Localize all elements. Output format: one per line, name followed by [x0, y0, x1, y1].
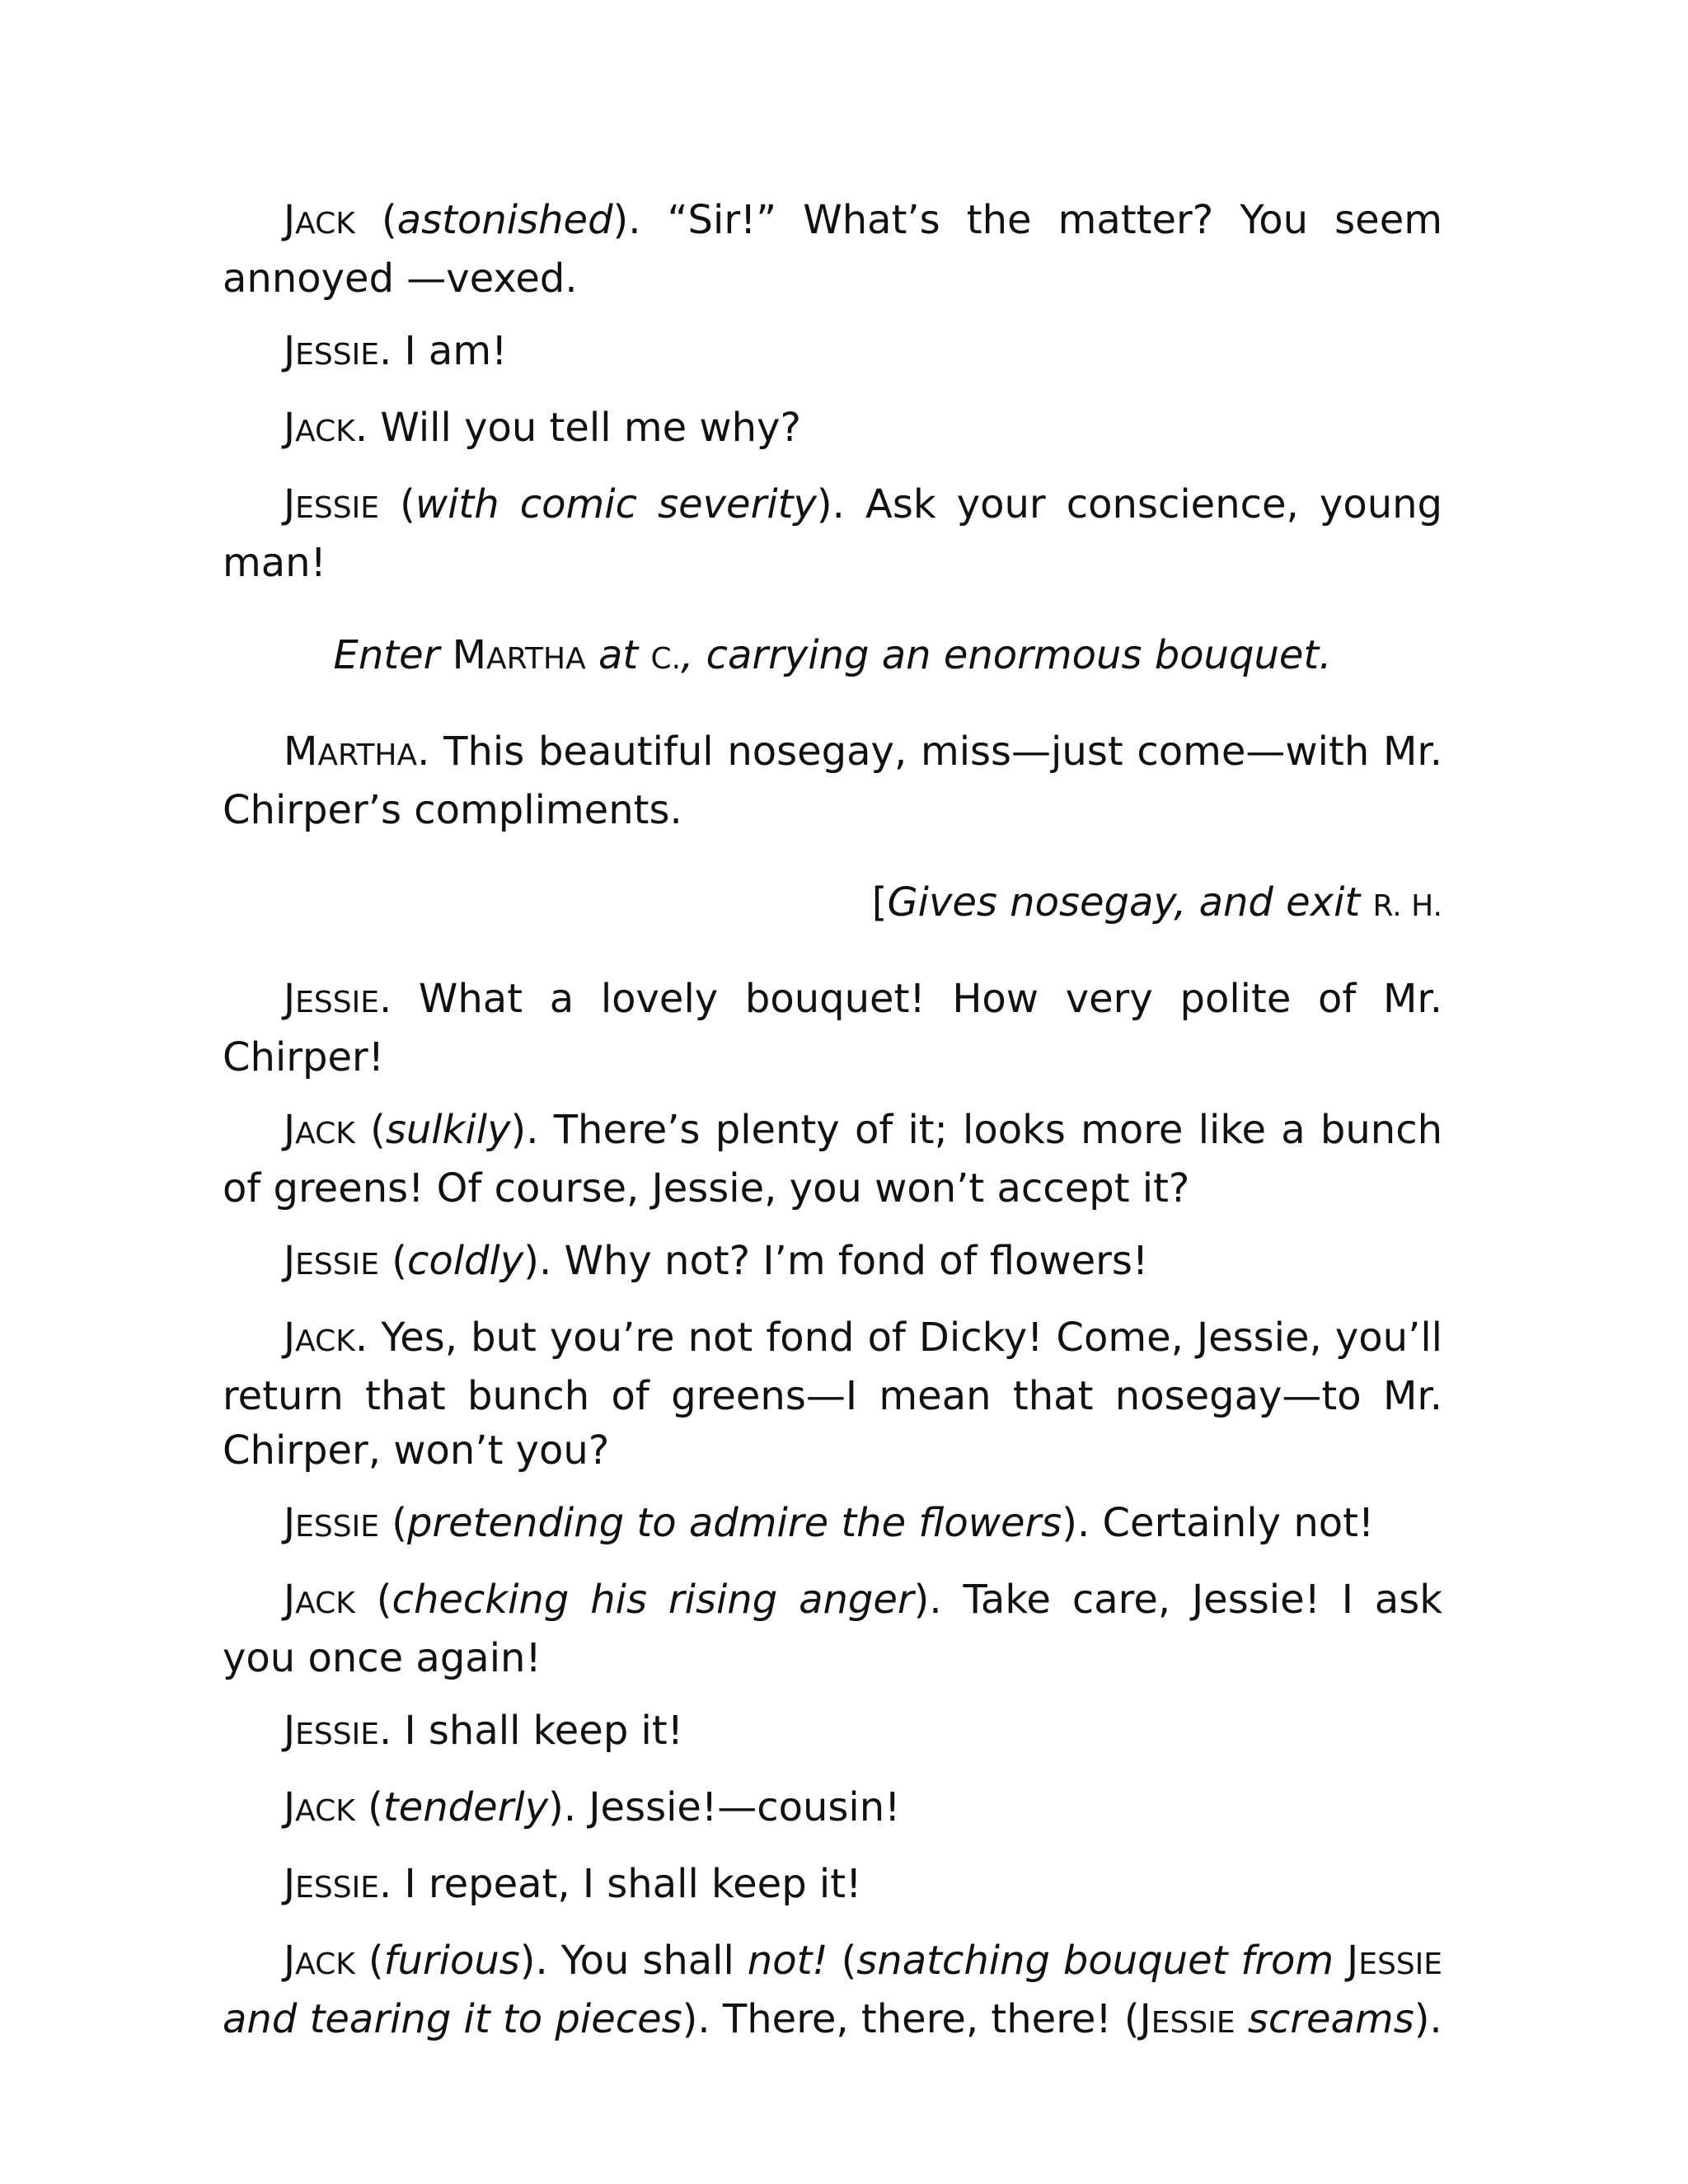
stage-position: C. — [650, 642, 682, 676]
stage-direction: coldly — [406, 1238, 524, 1284]
stage-direction: tenderly — [382, 1784, 549, 1830]
dialogue-line: JACK. Will you tell me why? — [284, 405, 801, 451]
dialogue-line: JACK (checking his rising anger). Take care, Jessie! I ask you once again! — [223, 1577, 1443, 1681]
character-name: MARTHA — [452, 632, 586, 678]
stage-direction: furious — [383, 1938, 520, 1984]
character-name: JESSIE — [1347, 1938, 1443, 1984]
stage-direction: pretending to admire the flowers — [406, 1500, 1062, 1546]
stage-direction: checking his rising anger — [392, 1577, 914, 1623]
stage-direction-exit: [Gives nosegay, and exit R. H. — [871, 879, 1442, 926]
speaker-name: JESSIE — [284, 1238, 379, 1284]
character-name: JESSIE — [1139, 1996, 1236, 2042]
dialogue-line: JESSIE (with comic severity). Ask your conscience, young man! — [223, 481, 1443, 586]
dialogue-line: JACK (furious). You shall not! (snatching bouquet from JESSIE and tearing it to pieces). There, there, there! (JESSIE screams). — [223, 1938, 1443, 2042]
dialogue-line: JESSIE (pretending to admire the flowers). Certainly not! — [284, 1500, 1375, 1546]
speaker-name: JESSIE — [284, 1708, 379, 1754]
stage-direction-entrance: Enter MARTHA at C., carrying an enormous bouquet. — [333, 632, 1332, 678]
speaker-name: JESSIE — [284, 481, 379, 527]
dialogue-line: JACK (sulkily). There’s plenty of it; looks more like a bunch of greens! Of course, Jessie, you won’t accept it? — [223, 1107, 1443, 1212]
stage-direction: with comic severity — [415, 481, 817, 527]
speaker-name: JESSIE — [284, 1500, 379, 1546]
stage-direction: sulkily — [385, 1107, 511, 1153]
dialogue-line: JESSIE. I am! — [284, 328, 508, 374]
speaker-name: JESSIE — [284, 976, 379, 1022]
speaker-name: JESSIE — [284, 328, 379, 374]
speaker-name: JACK — [284, 197, 355, 243]
speaker-name: JACK — [284, 1784, 355, 1830]
dialogue-line: JESSIE. I repeat, I shall keep it! — [284, 1861, 862, 1907]
speaker-name: JACK — [284, 1938, 355, 1984]
speaker-name: JACK — [284, 1577, 355, 1623]
stage-direction: and tearing it to pieces — [223, 1996, 682, 2042]
stage-position: R. H. — [1372, 889, 1442, 923]
stage-direction: snatching bouquet from — [856, 1938, 1348, 1984]
dialogue-line: JESSIE. I shall keep it! — [284, 1708, 683, 1754]
dialogue-line: JACK. Yes, but you’re not fond of Dicky! Come, Jessie, you’ll return that bunch of greens—I mean that nosegay—to Mr. Chirper, won’t you? — [223, 1315, 1442, 1474]
dialogue-line: JACK (astonished). “Sir!” What’s the matter? You seem annoyed —vexed. — [223, 197, 1442, 302]
dialogue-line: MARTHA. This beautiful nosegay, miss—just come—with Mr. Chirper’s compliments. — [223, 729, 1442, 833]
emphasis: not! — [747, 1938, 828, 1984]
speaker-name: JACK — [284, 405, 355, 451]
speaker-name: JACK — [284, 1107, 355, 1153]
speaker-name: JESSIE — [284, 1861, 379, 1907]
stage-direction: screams — [1235, 1996, 1414, 2042]
dialogue-line: JACK (tenderly). Jessie!—cousin! — [284, 1784, 901, 1830]
dialogue-line: JESSIE. What a lovely bouquet! How very polite of Mr. Chirper! — [223, 976, 1442, 1080]
speaker-name: JACK — [284, 1315, 355, 1361]
stage-direction: astonished — [396, 197, 613, 243]
script-page — [223, 193, 1442, 2069]
dialogue-line: JESSIE (coldly). Why not? I’m fond of flowers! — [284, 1238, 1149, 1284]
speaker-name: MARTHA — [284, 729, 418, 775]
